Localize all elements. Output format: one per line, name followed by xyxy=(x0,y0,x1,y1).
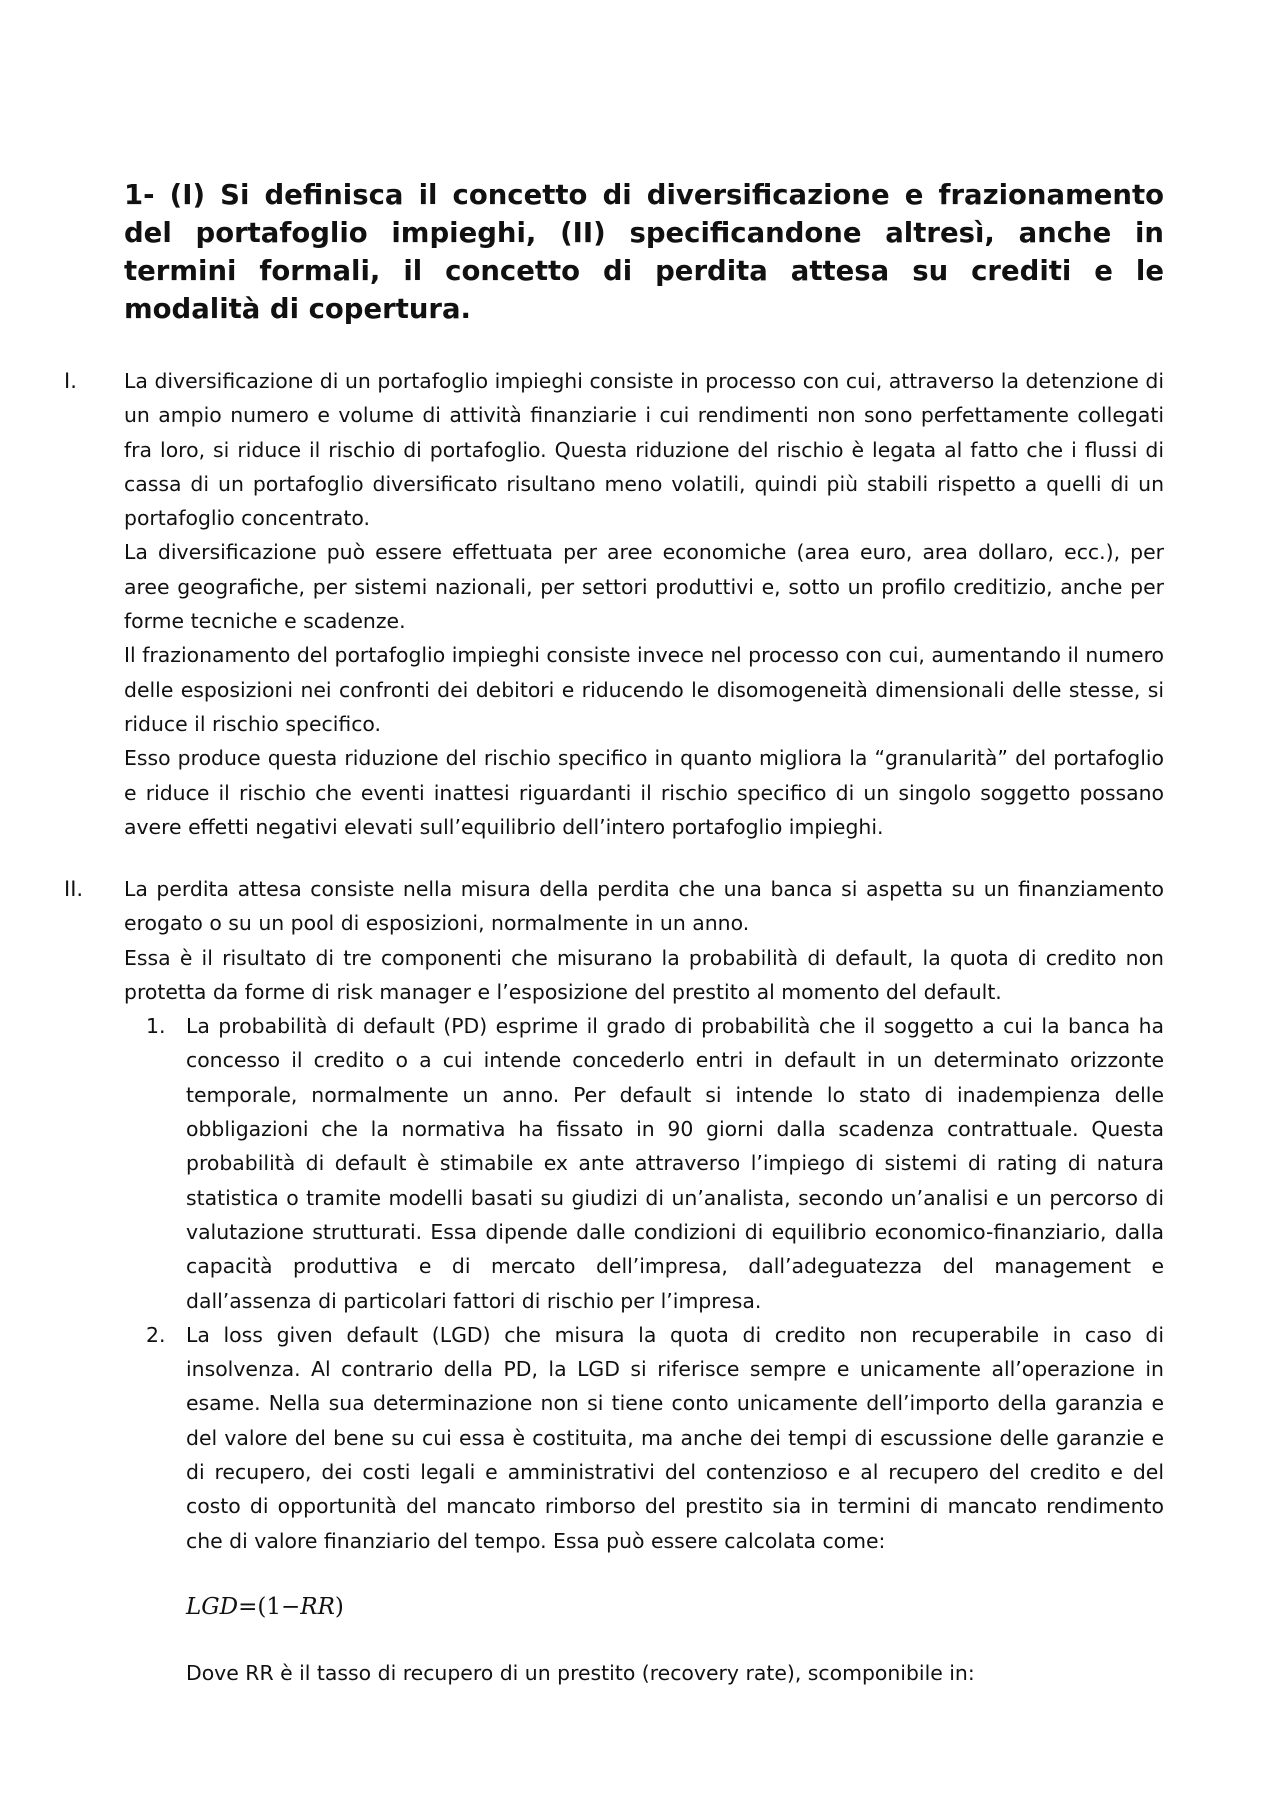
lgd-formula xyxy=(186,1592,1164,1622)
section-1 xyxy=(64,364,1164,844)
section-2-number: II. xyxy=(64,877,84,901)
formula-rr: RR xyxy=(300,1593,335,1620)
list-item-lgd xyxy=(146,1318,1164,1558)
formula-open-paren: ( xyxy=(257,1593,267,1620)
list-item-text: La loss given default (LGD) che misura la quota di credito non recuperabile in caso di insolvenza. Al contrario della PD, la LGD si riferisce sempre e unicamente all’operazione in esame. Nella sua determinazione non si tiene conto unicamente dell’importo della garanzia e del valore del bene su cui essa è costituita, ma anche dei tempi di escussione delle garanzie e di recupero, dei costi legali e amministrativi del contenzioso e al recupero del credito e del costo di opportunità del mancato rimborso del prestito sia in termini di mancato rendimento che di valore finanziario del tempo. Essa può essere calcolata come: xyxy=(186,1322,1164,1553)
formula-close-paren: ) xyxy=(334,1593,344,1620)
section-1-paragraph-1: La diversificazione di un portafoglio impieghi consiste in processo con cui, attraverso la detenzione di un ampio numero e volume di attività finanziarie i cui rendimenti non sono perfettamente collegati fra loro, si riduce il rischio di portafoglio. Questa riduzione del rischio è legata al fatto che i flussi di cassa di un portafoglio diversificato risultano meno volatili, quindi più stabili rispetto a quelli di un portafoglio concentrato. xyxy=(124,369,1164,531)
section-1-paragraph-3: Il frazionamento del portafoglio impieghi consiste invece nel processo con cui, aumentando il numero delle esposizioni nei confronti dei debitori e riducendo le disomogeneità dimensionali delle stesse, si riduce il rischio specifico. xyxy=(124,643,1164,736)
section-2 xyxy=(64,872,1164,1690)
formula-minus: − xyxy=(281,1593,301,1620)
section-1-paragraph-2: La diversificazione può essere effettuata per aree economiche (area euro, area dollaro, ecc.), per aree geografiche, per sistemi nazionali, per settori produttivi e, sotto un profilo creditizio, anche per forme tecniche e scadenze. xyxy=(124,540,1164,634)
list-item-number: 2. xyxy=(146,1322,166,1347)
formula-equals: = xyxy=(238,1593,258,1620)
loss-components-list xyxy=(124,1009,1164,1558)
recovery-rate-text: Dove RR è il tasso di recupero di un prestito (recovery rate), scomponibile in: xyxy=(186,1660,975,1685)
section-1-paragraph-4: Esso produce questa riduzione del rischio specifico in quanto migliora la “granularità” del portafoglio e riduce il rischio che eventi inattesi riguardanti il rischio specifico di un singolo soggetto possano avere effetti negativi elevati sull’equilibrio dell’intero portafoglio impieghi. xyxy=(124,746,1164,839)
section-2-paragraph-1: La perdita attesa consiste nella misura della perdita che una banca si aspetta su un finanziamento erogato o su un pool di esposizioni, normalmente in un anno. xyxy=(124,877,1164,936)
section-1-number: I. xyxy=(64,369,77,393)
section-2-paragraph-2: Essa è il risultato di tre componenti che misurano la probabilità di default, la quota di credito non protetta da forme di risk manager e l’esposizione del prestito al momento del default. xyxy=(124,945,1164,1004)
formula-one: 1 xyxy=(266,1593,281,1620)
question-title: 1- (I) Si definisca il concetto di diversificazione e frazionamento del portafoglio impieghi, (II) specificandone altresì, anche in termini formali, il concetto di perdita attesa su crediti e le modalità di copertura. xyxy=(124,179,1164,325)
formula-lhs: LGD xyxy=(186,1593,239,1620)
list-item-text: La probabilità di default (PD) esprime il grado di probabilità che il soggetto a cui la banca ha concesso il credito o a cui intende concederlo entri in default in un determinato orizzonte temporale, normalmente un anno. Per default si intende lo stato di inadempienza delle obbligazioni che la normativa ha fissato in 90 giorni dalla scadenza contrattuale. Questa probabilità di default è stimabile ex ante attraverso l’impiego di sistemi di rating di natura statistica o tramite modelli basati su giudizi di un’analista, secondo un’analisi e un percorso di valutazione strutturati. Essa dipende dalle condizioni di equilibrio economico-finanziario, dalla capacità produttiva e di mercato dell’impresa, dall’adeguatezza del management e dall’assenza di particolari fattori di rischio per l’impresa. xyxy=(186,1014,1164,1313)
list-item-number: 1. xyxy=(146,1014,166,1039)
list-item-pd xyxy=(146,1009,1164,1318)
